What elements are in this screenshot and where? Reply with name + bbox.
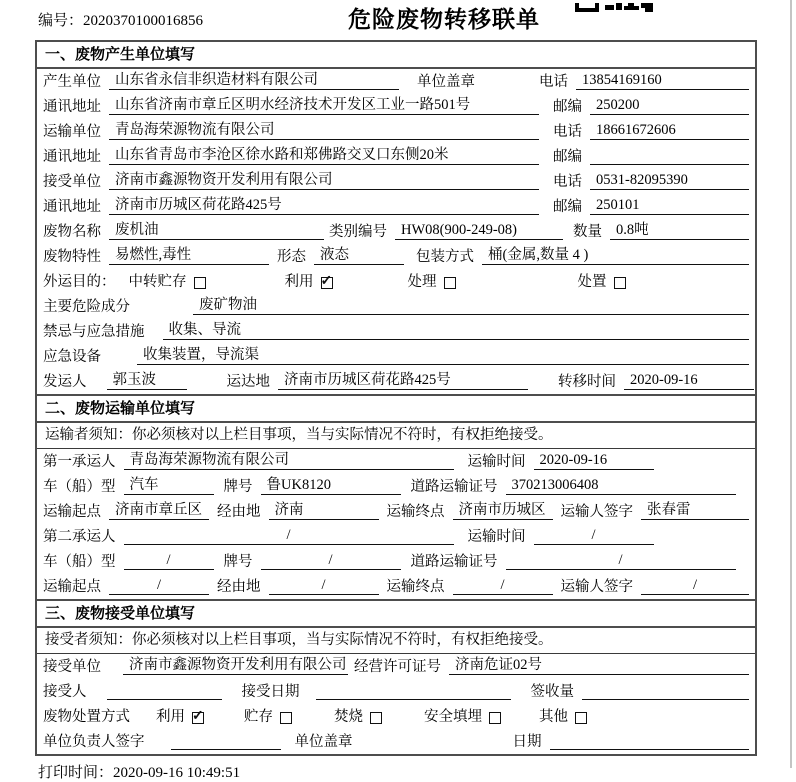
field-label: 运输时间 xyxy=(467,529,526,545)
field-label: 运输起点 xyxy=(43,504,101,520)
form-row xyxy=(37,344,755,369)
form-row xyxy=(37,474,755,499)
field-label: 应急设备 xyxy=(43,349,101,365)
doc-number-line xyxy=(38,9,203,30)
form-row xyxy=(37,574,755,599)
section-header: 三、废物接受单位填写 xyxy=(37,601,755,628)
section-header: 二、废物运输单位填写 xyxy=(37,396,755,423)
checkbox-label: 利用 xyxy=(156,709,185,725)
checkbox-label: 利用 xyxy=(284,274,314,290)
field-label: 通讯地址 xyxy=(43,149,101,165)
field-label: 接受人 xyxy=(43,684,87,700)
checkbox-label: 贮存 xyxy=(244,709,273,725)
field-label: 单位盖章 xyxy=(294,734,353,750)
field-label: 道路运输证号 xyxy=(410,554,498,570)
field-label: 日期 xyxy=(512,734,542,750)
unchecked-checkbox-icon xyxy=(370,712,382,724)
section-header: 一、废物产生单位填写 xyxy=(37,42,755,69)
field-value: 易燃性,毒性 xyxy=(109,248,269,265)
field-value: 收集、导流 xyxy=(163,323,750,340)
field-label: 牌号 xyxy=(223,479,253,495)
checkbox-label: 焚烧 xyxy=(334,709,363,725)
form-row xyxy=(37,654,755,679)
form-row xyxy=(37,219,755,244)
field-label: 第一承运人 xyxy=(43,454,116,470)
field-value: 济南市历城区 xyxy=(453,503,553,520)
section-waste-receiver xyxy=(37,599,755,754)
field-value xyxy=(582,698,749,700)
form-row xyxy=(37,94,755,119)
field-label: 运达地 xyxy=(226,374,270,390)
form-row xyxy=(37,294,755,319)
form-row xyxy=(37,679,755,704)
form-row xyxy=(37,369,755,394)
field-label: 废物处置方式 xyxy=(43,709,130,725)
field-label: 通讯地址 xyxy=(43,99,101,115)
field-value: 液态 xyxy=(314,248,404,265)
field-value xyxy=(171,748,281,750)
field-value: 青岛海荣源物流有限公司 xyxy=(124,453,454,470)
form-row xyxy=(37,119,755,144)
field-value: 250101 xyxy=(590,198,749,215)
checked-checkbox-icon xyxy=(321,277,333,289)
checkbox-option xyxy=(285,274,333,290)
field-label: 经营许可证号 xyxy=(354,659,441,675)
field-value: 郭玉波 xyxy=(107,373,187,390)
field-label: 运输时间 xyxy=(467,454,526,470)
field-value: 废机油 xyxy=(109,223,324,240)
field-label: 外运目的： xyxy=(43,274,116,290)
checkbox-option xyxy=(424,709,501,725)
field-value: 18661672606 xyxy=(590,123,749,140)
unchecked-checkbox-icon xyxy=(280,712,292,724)
field-label: 类别编号 xyxy=(329,224,387,240)
field-value: 370213006408 xyxy=(506,478,736,495)
form-row xyxy=(37,144,755,169)
form-row xyxy=(37,524,755,549)
field-value: 济南市历城区荷花路425号 xyxy=(278,373,528,390)
field-label: 接受单位 xyxy=(43,659,101,675)
notice-text: 接受者须知：你必须核对以上栏目事项，当与实际情况不符时，有权拒绝接受。 xyxy=(37,628,755,654)
field-value: 桶(金属,数量 4 ) xyxy=(482,248,749,265)
checkbox-option xyxy=(129,274,206,290)
field-value: / xyxy=(453,578,553,595)
section-waste-transporter xyxy=(37,394,755,599)
field-value: 山东省青岛市李沧区徐水路和郑佛路交叉口东侧20米 xyxy=(109,148,539,165)
field-value: 0.8吨 xyxy=(610,223,749,240)
field-label: 电话 xyxy=(553,174,582,190)
field-label: 经由地 xyxy=(217,504,261,520)
field-value: 鲁UK8120 xyxy=(261,478,401,495)
field-label: 运输单位 xyxy=(43,124,101,140)
field-label: 形态 xyxy=(277,249,306,265)
field-value: 济南市历城区荷花路425号 xyxy=(109,198,539,215)
print-time-value: 2020-09-16 10:49:51 xyxy=(113,765,241,781)
checked-checkbox-icon xyxy=(192,712,204,724)
field-value: 汽车 xyxy=(124,478,214,495)
field-value: 250200 xyxy=(590,98,749,115)
field-value: 山东省永信非织造材料有限公司 xyxy=(109,73,399,90)
field-label: 第二承运人 xyxy=(43,529,116,545)
field-label: 邮编 xyxy=(553,149,582,165)
form-row xyxy=(37,549,755,574)
field-value: 济南市章丘区 xyxy=(109,503,209,520)
unchecked-checkbox-icon xyxy=(614,277,626,289)
field-label: 电话 xyxy=(539,74,568,90)
checkbox-option xyxy=(408,274,456,290)
field-value: HW08(900-249-08) xyxy=(395,223,563,240)
field-label: 运输起点 xyxy=(43,579,101,595)
field-label: 签收量 xyxy=(530,684,574,700)
print-time-line xyxy=(38,761,790,782)
field-value: 废矿物油 xyxy=(193,298,749,315)
unchecked-checkbox-icon xyxy=(194,277,206,289)
form-row xyxy=(37,169,755,194)
form-row xyxy=(37,704,755,729)
field-value: 2020-09-16 xyxy=(534,453,654,470)
field-value: 0531-82095390 xyxy=(590,173,749,190)
field-label: 接受日期 xyxy=(241,684,300,700)
field-value: / xyxy=(641,578,749,595)
field-label: 邮编 xyxy=(553,199,582,215)
field-value: 收集装置，导流渠 xyxy=(137,348,749,365)
form-row xyxy=(37,319,755,344)
field-value: 2020-09-16 xyxy=(624,373,754,390)
form-row xyxy=(37,244,755,269)
field-label: 发运人 xyxy=(43,374,87,390)
notice-text: 运输者须知：你必须核对以上栏目事项，当与实际情况不符时，有权拒绝接受。 xyxy=(37,423,755,449)
field-label: 单位盖章 xyxy=(417,74,475,90)
field-value: 济南市鑫源物资开发利用有限公司 xyxy=(109,173,539,190)
field-value: 济南市鑫源物资开发利用有限公司 xyxy=(123,658,348,675)
field-label: 运输人签字 xyxy=(560,504,633,520)
checkbox-label: 中转贮存 xyxy=(128,274,187,290)
field-label: 转移时间 xyxy=(558,374,616,390)
field-label: 通讯地址 xyxy=(43,199,101,215)
field-value: / xyxy=(269,578,379,595)
field-value: 济南危证02号 xyxy=(449,658,749,675)
checkbox-option xyxy=(539,709,587,725)
field-label: 包装方式 xyxy=(416,249,474,265)
field-value: / xyxy=(124,553,214,570)
field-label: 产生单位 xyxy=(43,74,101,90)
field-value xyxy=(107,698,222,700)
field-label: 邮编 xyxy=(553,99,582,115)
checkbox-option xyxy=(578,274,626,290)
field-label: 禁忌与应急措施 xyxy=(43,324,145,340)
field-label: 运输人签字 xyxy=(560,579,633,595)
form-table xyxy=(35,40,757,756)
field-value: / xyxy=(506,553,736,570)
form-row xyxy=(37,729,755,754)
field-label: 道路运输证号 xyxy=(410,479,498,495)
field-value: / xyxy=(109,578,209,595)
field-label: 经由地 xyxy=(217,579,261,595)
form-row xyxy=(37,499,755,524)
doc-title: 危险废物转移联单 xyxy=(348,7,540,32)
field-label: 主要危险成分 xyxy=(43,299,130,315)
checkbox-label: 处理 xyxy=(407,274,437,290)
form-row xyxy=(37,69,755,94)
form-row xyxy=(37,269,755,294)
field-value: 济南 xyxy=(269,503,379,520)
doc-number-value: 2020370100016856 xyxy=(83,13,204,29)
section-waste-generator xyxy=(37,42,755,394)
field-label: 数量 xyxy=(573,224,602,240)
checkbox-label: 安全填埋 xyxy=(424,709,482,725)
unchecked-checkbox-icon xyxy=(444,277,456,289)
field-value: / xyxy=(124,528,454,545)
field-label: 运输终点 xyxy=(386,504,445,520)
field-label: 接受单位 xyxy=(43,174,101,190)
document-header xyxy=(0,0,790,40)
field-value: 山东省济南市章丘区明水经济技术开发区工业一路501号 xyxy=(109,98,539,115)
field-label: 单位负责人签字 xyxy=(43,734,145,750)
field-value: 青岛海荣源物流有限公司 xyxy=(109,123,539,140)
unchecked-checkbox-icon xyxy=(575,712,587,724)
field-value: / xyxy=(261,553,401,570)
field-label: 牌号 xyxy=(223,554,253,570)
field-value xyxy=(316,698,511,700)
field-label: 运输终点 xyxy=(386,579,445,595)
checkbox-label: 其他 xyxy=(539,709,568,725)
checkbox-option xyxy=(244,709,292,725)
form-row xyxy=(37,194,755,219)
field-value: 张春雷 xyxy=(641,503,749,520)
print-time-label: 打印时间： xyxy=(38,765,114,781)
qr-code-fragment-icon xyxy=(575,0,655,18)
unchecked-checkbox-icon xyxy=(489,712,501,724)
field-value: / xyxy=(534,528,654,545)
field-label: 电话 xyxy=(553,124,582,140)
field-label: 车（船）型 xyxy=(43,479,116,495)
field-value: 13854169160 xyxy=(576,73,749,90)
field-label: 废物名称 xyxy=(43,224,101,240)
checkbox-label: 处置 xyxy=(577,274,607,290)
field-label: 车（船）型 xyxy=(43,554,116,570)
form-row xyxy=(37,449,755,474)
checkbox-option xyxy=(334,709,382,725)
field-value xyxy=(590,163,749,165)
checkbox-option xyxy=(156,709,204,725)
field-label: 废物特性 xyxy=(43,249,101,265)
doc-number-label: 编号： xyxy=(38,13,84,29)
field-value xyxy=(550,748,750,750)
